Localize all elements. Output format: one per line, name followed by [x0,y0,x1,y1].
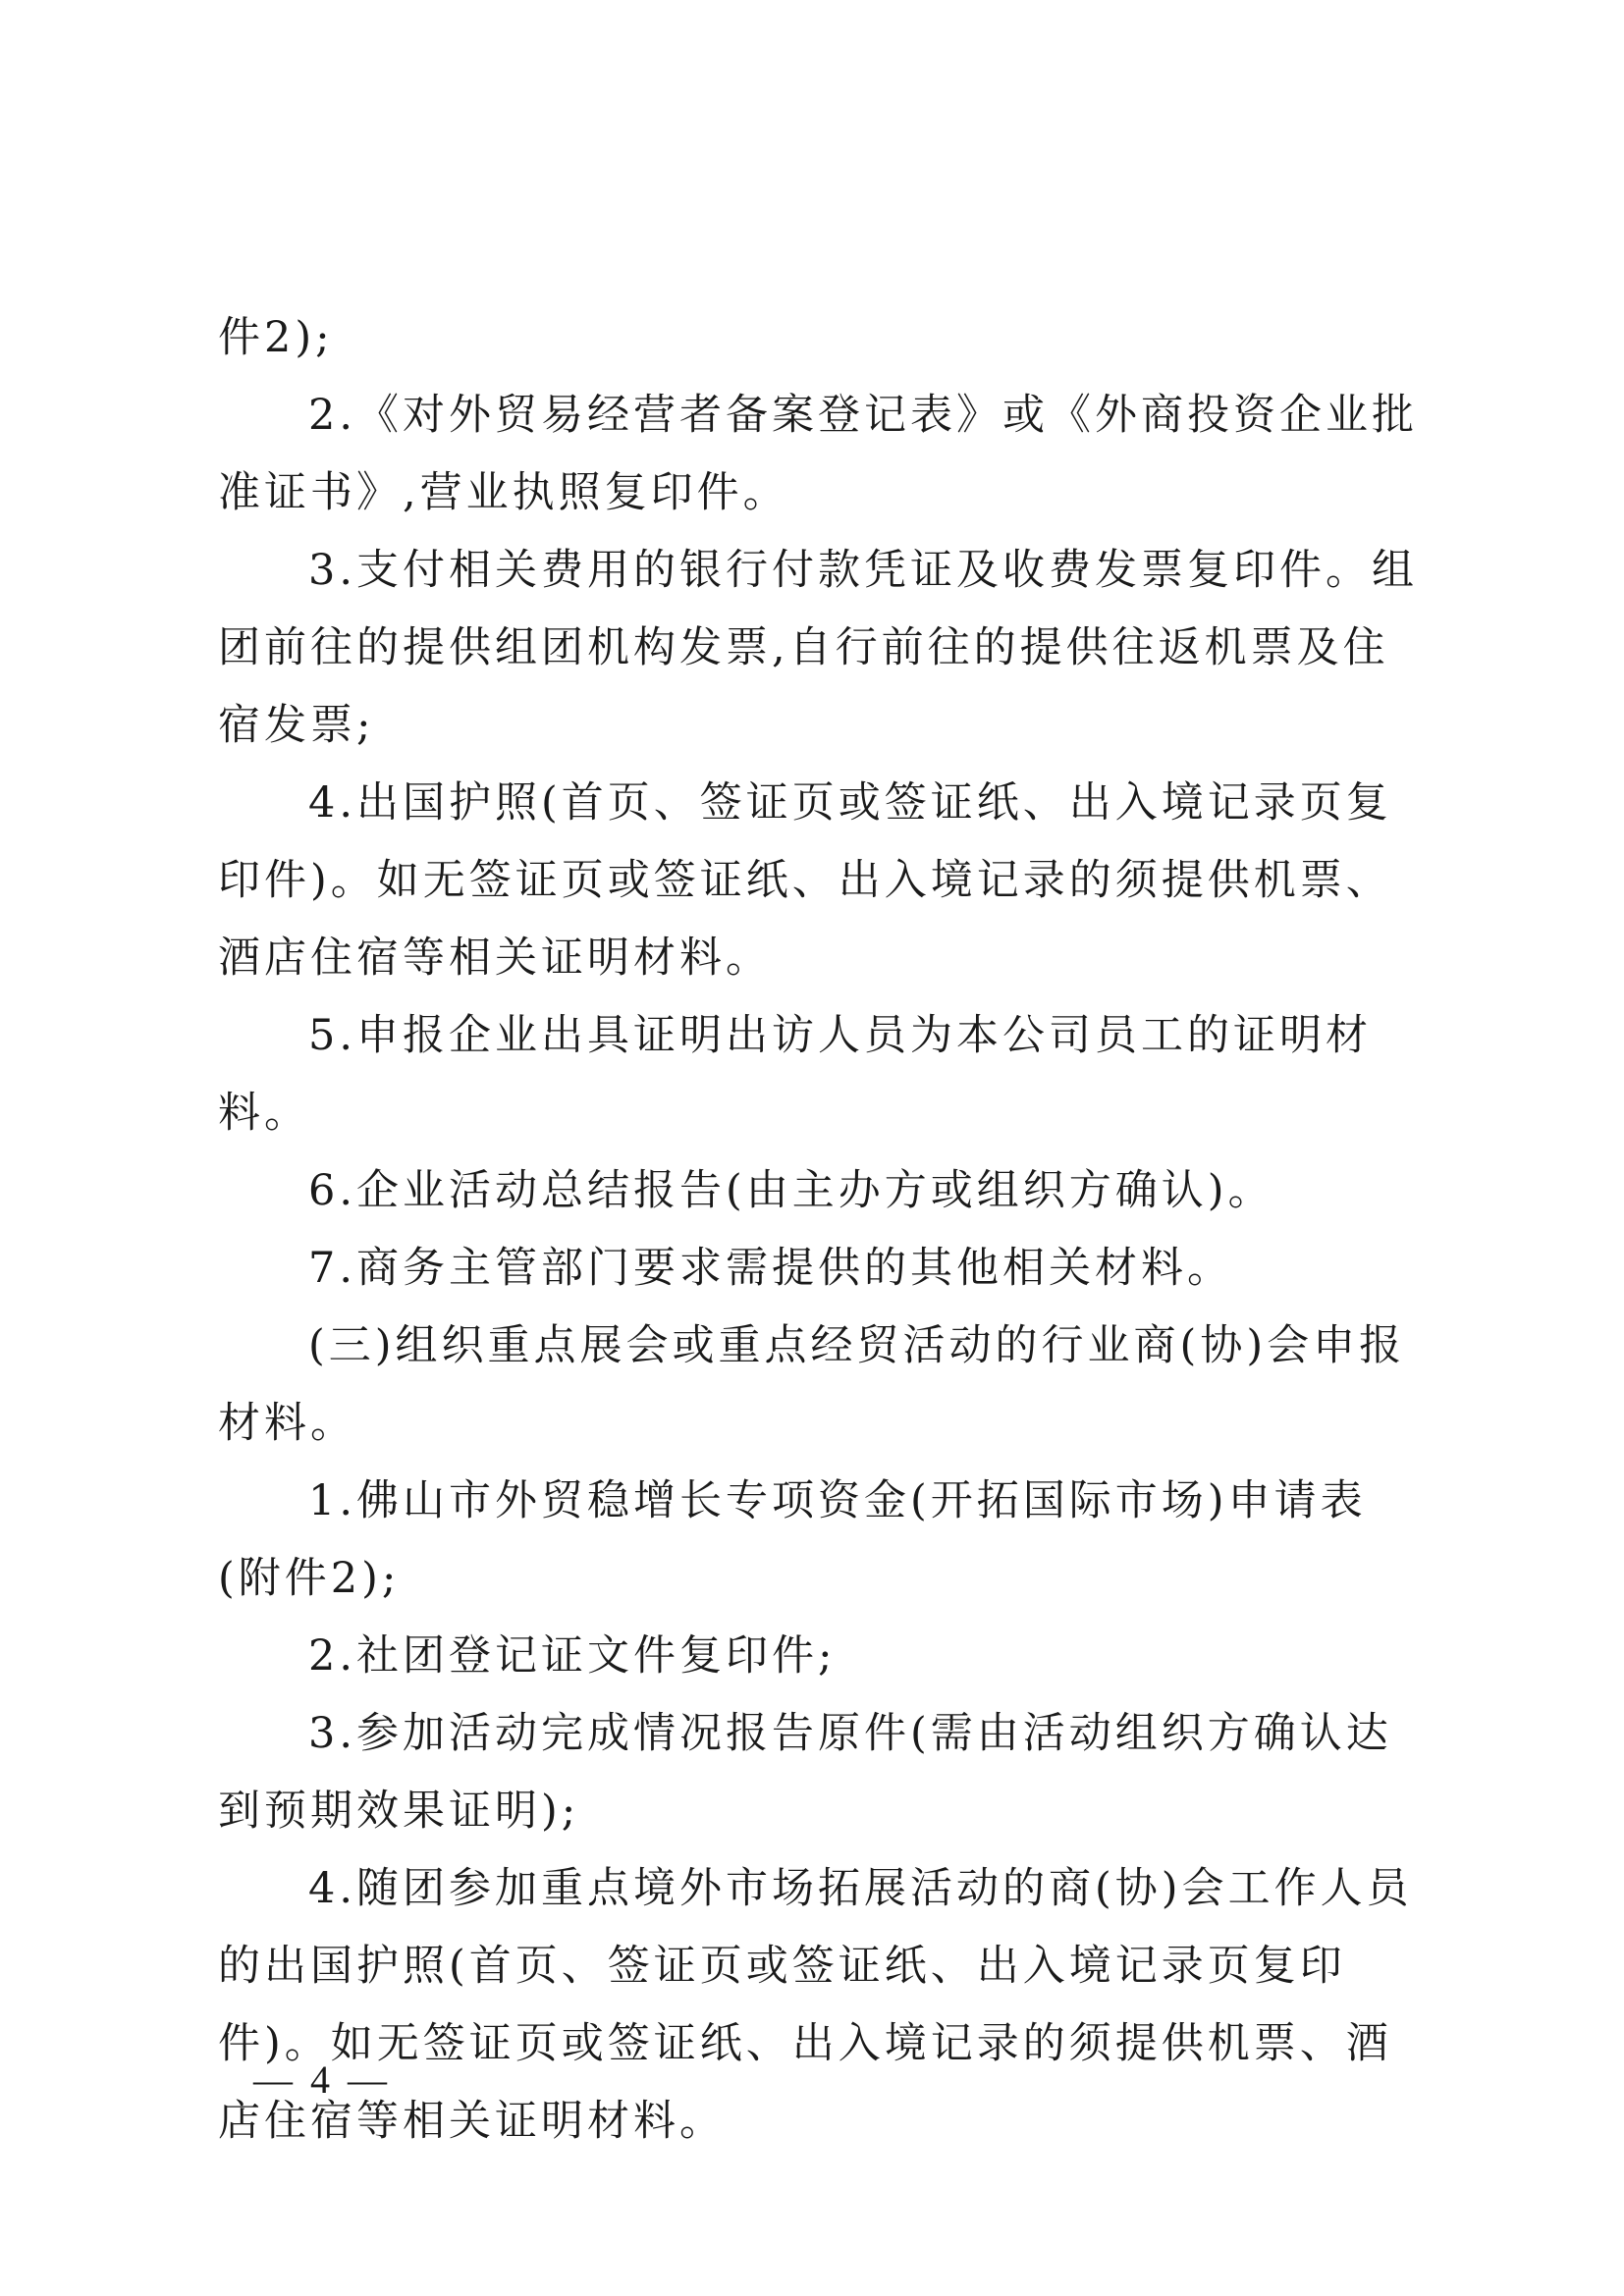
section-heading: (三)组织重点展会或重点经贸活动的行业商(协)会申报材料。 [218,1321,1406,1448]
paragraph: 4.出国护照(首页、签证页或签证纸、出入境记录页复印件)。如无签证页或签证纸、出入境记录的须提供机票、酒店住宿等相关证明材料。 [218,778,1392,983]
document-body [218,299,1431,2161]
page-number: — 4 — [253,2057,391,2102]
paragraph: 5.申报企业出具证明出访人员为本公司员工的证明材料。 [218,1011,1373,1138]
paragraph: 2.社团登记证文件复印件; [308,1631,837,1681]
paragraph: 1.佛山市外贸稳增长专项资金(开拓国际市场)申请表(附件2); [218,1476,1367,1603]
paragraph: 3.支付相关费用的银行付款凭证及收费发票复印件。组团前往的提供组团机构发票,自行前往的提供往返机票及住宿发票; [218,546,1419,750]
paragraph: 3.参加活动完成情况报告原件(需由活动组织方确认达到预期效果证明); [218,1709,1392,1836]
paragraph: 7.商务主管部门要求需提供的其他相关材料。 [308,1244,1234,1293]
paragraph: 4.随团参加重点境外市场拓展活动的商(协)会工作人员的出国护照(首页、签证页或签证纸、出入境记录页复印件)。如无签证页或签证纸、出入境记录的须提供机票、酒店住宿等相关证明材料。 [218,1864,1413,2146]
paragraph: 件2); [218,313,334,362]
paragraph: 2.《对外贸易经营者备案登记表》或《外商投资企业批准证书》,营业执照复印件。 [218,391,1419,517]
paragraph: 6.企业活动总结报告(由主办方或组织方确认)。 [308,1166,1274,1215]
